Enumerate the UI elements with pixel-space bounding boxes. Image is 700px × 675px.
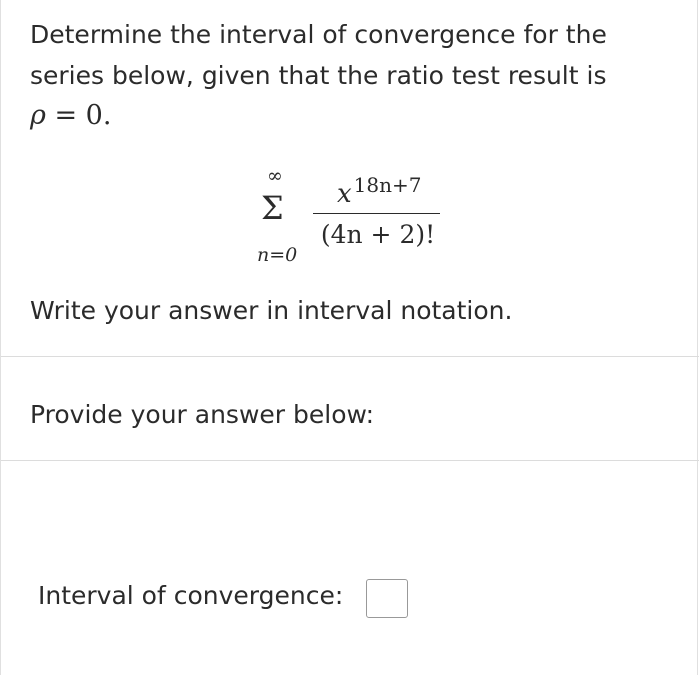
question-text-line-2: series below, given that the ratio test result is (30, 61, 607, 90)
numerator-exponent: 18n+7 (353, 173, 422, 197)
summation-sigma: Σ (261, 189, 284, 227)
instruction-text: Write your answer in interval notation. (30, 296, 513, 325)
fraction-numerator (337, 170, 421, 209)
ratio-test-result (30, 101, 111, 131)
rho-value: = 0. (45, 100, 112, 131)
answer-prompt-section (1, 357, 699, 461)
fraction-denominator: (4n + 2)! (320, 220, 436, 249)
sum-upper-limit: ∞ (267, 165, 283, 187)
numerator-base: x (337, 179, 352, 209)
sum-lower-limit: n=0 (257, 244, 298, 266)
rho-symbol: ρ (30, 100, 46, 131)
interval-answer-input[interactable] (366, 579, 408, 618)
question-text-line-1: Determine the interval of convergence for the (30, 20, 607, 49)
question-section (1, 0, 699, 357)
interval-label: Interval of convergence: (38, 581, 344, 610)
series-formula (251, 160, 451, 270)
answer-section (1, 461, 699, 675)
fraction-bar (313, 213, 440, 214)
answer-prompt-text: Provide your answer below: (30, 400, 374, 429)
